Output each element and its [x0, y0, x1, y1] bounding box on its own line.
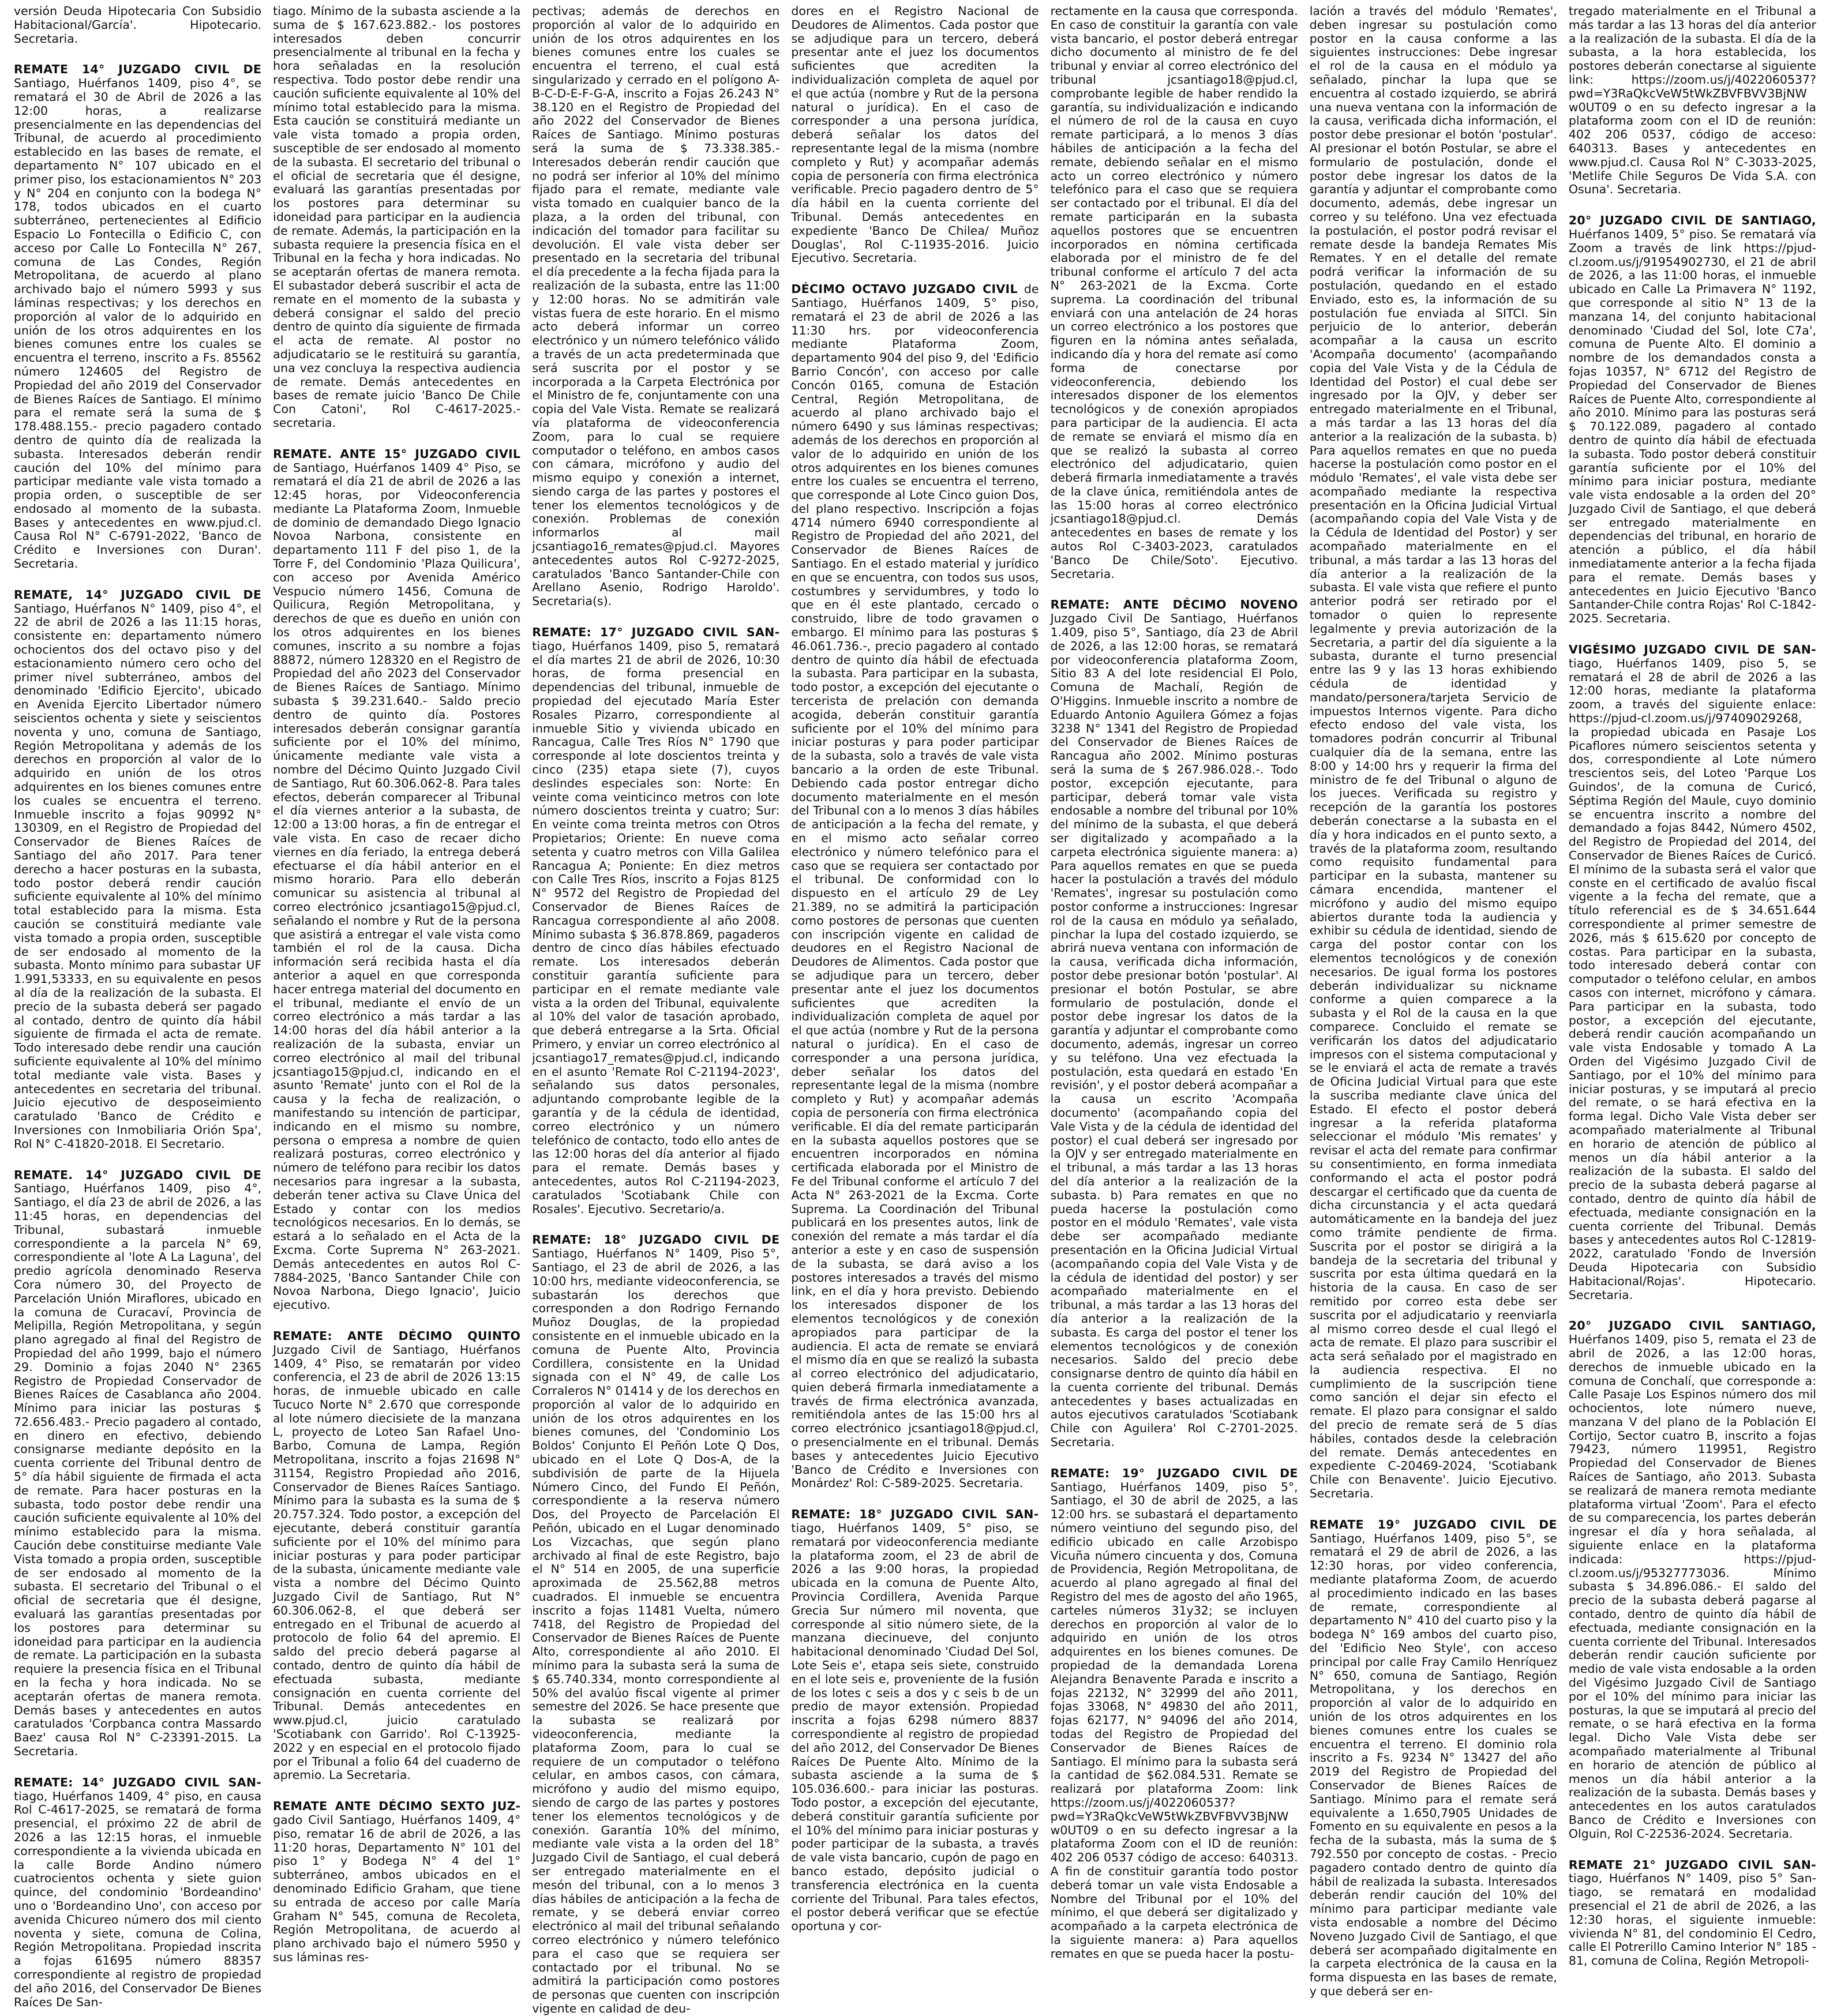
legal-notice: [14, 1169, 261, 1759]
notice-body: Huérfanos 1409, piso 5, remata el 23 de abril de 2026, a las 12:00 horas, derechos de inmueble ubicado en la comuna de Conchalí, que corresponde a: Calle Pasaje Los Espinos número dos mil ochocientos, lote número nueve, manzana V del plano de la Población El Cortijo, Sector cuatro B, inscrito a fojas 79423, número 119951, Registro Propiedad del Conservador de Bienes Raíces de Santiago, año 2013. Subasta se realizará de manera remota mediante plataforma virtual 'Zoom'. Para el efecto de su comparecencia, los partes deberán ingresar el día y hora señalada, al siguiente enlace en la plataforma indicada: https://pjud-cl.zoom.us/j/95327773036. Mínimo subasta $ 34.896.086.- El saldo del precio de la subasta deberá pagarse al contado, dentro de quinto día hábil de efectuada, mediante consignación en la cuenta corriente del Tribunal. Interesados deberán rendir caución suficiente por medio de vale vista endosable a la orden del Vigésimo Juzgado Civil de Santiago por el 10% del mínimo para iniciar las posturas, la que se imputará al precio del remate, o se hará efectiva en la forma legal. Dicho Vale Vista debe ser acompañado materialmente al Tribunal en horario de atención de público al menos un día hábil anterior a la realización de la subasta. Demás bases y antecedentes en los autos caratulados Banco de Crédito e Inversiones con Olguin, Rol C-22536-2024. Secretaria.: [1568, 1332, 1816, 1841]
notice-paragraph: [273, 448, 520, 1312]
notice-body: tiago, Huérfanos 1409, 4° piso, en causa Rol C-4617-2025, se rematará de forma presencial, el próximo 22 de abril de 2026 a las 12:15 horas, el inmueble correspondiente a la vivienda ubicada en la calle Borde Andino número cuatrocientos ochenta y siete guion quince, del condominio 'Bordeandino' uno o 'Bordeandino Uno', con acceso por avenida Chicureo número dos mil ciento noventa y siete, comuna de Colina, Región Metropolitana. Propiedad inscrita a fojas 61695 número 88357 correspondiente al registro de propiedad del año 2016, del Conservador De Bienes Raíces De San-: [14, 1789, 262, 2009]
legal-notice: [1569, 643, 1816, 1302]
legal-notice: [273, 1800, 520, 1965]
notice-heading: DÉCIMO OCTAVO JUZGADO CIVIL: [791, 282, 1018, 296]
notice-body: tiago. Mínimo de la subasta asciende a la suma de $ 167.623.882.- los postores interesados deben concurrir presencialmente al tribunal en la fecha y hora señaladas en la resolución respectiva. Todo postor debe rendir una caución suficiente equivalente al 10% del mínimo total establecido para la misma. Esta caución se constituirá mediante un vale vista tomado a propia orden, susceptible de ser endosado al momento de la subasta. El secretario del tribunal o el oficial de secretaria que él designe, evaluará las garantías presentadas por los postores para determinar su idoneidad para participar en la audiencia de remate. Además, la participación en la subasta requiere la presencia física en el Tribunal en la fecha y hora indicadas. No se aceptarán ofertas de manera remota. El subastador deberá suscribir el acta de remate en el momento de la subasta y deberá consignar el saldo del precio dentro de quinto día siguiente de firmada el acta de remate. Al postor no adjudicatario se le restituirá su garantía, una vez concluya la respectiva audiencia de remate. Demás antecedentes en bases de remate juicio 'Banco De Chile Con Catoni', Rol C-4617-2025.- secretaria.: [273, 4, 521, 430]
legal-notice: [273, 1330, 520, 1782]
notice-heading: REMATE 21° JUZGADO CIVIL SAN-: [1568, 1857, 1816, 1872]
notice-paragraph: [1569, 214, 1816, 626]
notice-heading: 20° JUZGADO CIVIL DE SANTIAGO,: [1568, 213, 1816, 228]
notice-heading: REMATE: 17° JUZGADO CIVIL SAN-: [532, 625, 780, 640]
column-7: [1568, 4, 1816, 1968]
notice-heading: REMATE ANTE DÉCIMO SEXTO JUZ-: [273, 1799, 521, 1814]
notice-heading: 20° JUZGADO CIVIL SANTIAGO,: [1568, 1319, 1816, 1333]
column-3: [532, 4, 780, 2015]
legal-notice: [1569, 1859, 1816, 1968]
notice-heading: REMATE. ANTE 15° JUZGADO CIVIL: [273, 446, 521, 461]
notice-heading: REMATE 14° JUZGADO CIVIL DE: [14, 62, 262, 77]
legal-notice: [14, 1776, 261, 2010]
notice-body: Santiago, Huérfanos N° 1409, piso 4°, el 22 de abril de 2026 a las 11:15 horas, consistente en: departamento número ochocientos dos del octavo piso y del estacionamiento número cero ocho del primer nivel subterráneo, ambos del denominado 'Edificio Ejercito', ubicado en Avenida Ejercito Libertador número seiscientos ochenta y siete y seiscientos noventa y uno, comuna de Santiago, Región Metropolitana y además de los derechos en proporción al valor de lo adquirido en unión de los otros adquirentes en los bienes comunes entre los cuales se encuentra el terreno. Inmueble inscrito a fojas 90992 N° 130309, en el Registro de Propiedad del Conservador de Bienes Raíces de Santiago del año 2017. Para tener derecho a hacer posturas en la subasta, todo postor deberá rendir caución suficiente equivalente al 10% del mínimo total establecido para la misma. Esta caución se constituirá mediante vale vista tomado a propia orden, susceptible de ser endosado al momento de la subasta. Monto mínimo para subastar UF 1.991,53333, en su equivalente en pesos al día de la realización de la subasta. El precio de la subasta deberá ser pagado al contado, dentro de quinto día hábil siguiente de firmada el acta de remate. Todo interesado debe rendir una caución suficiente equivalente al 10% del mínimo total mediante vale vista. Bases y antecedentes en secretaria del tribunal. Juicio ejecutivo de desposeimiento caratulado 'Banco de Crédito e Inversiones con Inmobiliaria Orión Spa', Rol N° C-41820-2018. El Secretario.: [14, 601, 262, 1151]
notice-body: de Santiago, Huérfanos 1409 4° Piso, se rematará el día 21 de abril de 2026 a las 12:45 horas, por Videoconferencia mediante La Plataforma Zoom, Inmueble de dominio de demandado Diego Ignacio Novoa Narbona, consistente en departamento 111 F del piso 1, de la Torre F, del Condominio 'Plaza Quilicura', con acceso por Avenida Américo Vespucio número 1456, Comuna de Quilicura, Región Metropolitana, y derechos de que es dueño en unión con los otros adquirentes en los bienes comunes, inscrito a su nombre a fojas 88872, número 128320 en el Registro de Propiedad del año 2023 del Conservador de Bienes Raíces de Santiago. Mínimo subasta $ 39.231.640.- Saldo precio dentro de quinto día. Postores interesados deberán consignar garantía suficiente por el 10% del mínimo, únicamente mediante vale vista a nombre del Décimo Quinto Juzgado Civil de Santiago, Rut 60.306.062-8. Para tales efectos, deberán comparecer al Tribunal el día viernes anterior a la subasta, de 12:00 a 13:00 horas, a fin de entregar el vale vista. En caso de recaer dicho viernes en día feriado, la entrega deberá efectuarse el día hábil anterior en el mismo horario. Para ello deberán comunicar su asistencia al tribunal al correo electrónico jcsantiago15@pjud.cl, señalando el nombre y Rut de la persona que asistirá a entregar el vale vista como también el rol de la causa. Dicha información será recibida hasta el día anterior a aquel en que corresponda hacer entrega material del documento en el tribunal, mediante el envío de un correo electrónico a más tardar a las 14:00 horas del día hábil anterior a la realización de la subasta, enviar un correo electrónico al mail del tribunal jcsantiago15@pjud.cl, indicando en el asunto 'Remate' junto con el Rol de la causa y la fecha de realización, o manifestando su intención de participar, indicando en el mismo su nombre, persona o empresa a nombre de quien realizará posturas, correo electrónico y número de teléfono para recibir los datos necesarios para ingresar a la subasta, deberán tener activa su Clave Única del Estado y contar con los medios tecnológicos necesarios. En lo demás, se estará a lo señalado en el Acta de la Excma. Corte Suprema N° 263-2021. Demás antecedentes en autos Rol C-7884-2025, 'Banco Santander Chile con Novoa Narbona, Diego Ignacio', Juicio ejecutivo.: [273, 460, 521, 1312]
notice-paragraph: [791, 283, 1039, 1491]
notice-body: Juzgado Civil De Santiago, Huérfanos 1.409, piso 5°, Santiago, día 23 de Abril de 2026, a las 12:00 horas, se rematará por videoconferencia plataforma Zoom, Sitio 83 A del lote residencial El Polo, Comuna de Machalí, Región de O'Higgins. Inmueble inscrito a nombre de Eduardo Antonio Aguilera Gómez a fojas 3238 N° 1341 del Registro de Propiedad del Conservador de Bienes Raíces de Rancagua año 2002. Mínimo posturas será la suma de $ 267.986.028.-. Todo postor, excepción ejecutante, para participar, deberá tomar vale vista endosable a nombre del tribunal por 10% del mínimo de la subasta, el que deberá ser digitalizado y acompañado a la carpeta electrónica siguiente manera: a) Para aquellos remates en que se pueda hacer la postulación a través del módulo 'Remates', ingresar su postulación como postor conforme a instrucciones: Ingresar rol de la causa en módulo ya señalado, pinchar la lupa del costado izquierdo, se abrirá nueva ventana con información de la causa, verificada dicha información, postor debe presionar botón 'postular'. Al presionar el botón Postular, se abre formulario de postulación, donde el postor debe ingresar los datos de la garantía y adjuntar el comprobante como documento, además, ingresar un correo y su teléfono. Una vez efectuada la postulación, esta quedará en estado 'En revisión', y el postor deberá acompañar a la causa un escrito 'Acompaña documento' (acompañando copia del Vale Vista y de la cédula de identidad del postor) el cual deberá ser ingresado por la OJV y ser entregado materialmente en el tribunal, a más tardar a las 13 horas del día anterior a la realización de la subasta. b) Para remates en que no pueda hacerse la postulación como postor en el módulo 'Remates', vale vista debe ser acompañado mediante presentación en la Oficina Judicial Virtual (acompañando copia del Vale Vista y de la cédula de identidad del postor) y ser acompañado materialmente en el tribunal, a más tardar a las 13 horas del día anterior a la realización de la subasta. Es carga del postor el tener los elementos tecnológicos y de conexión necesarios. Saldo del precio debe consignarse dentro de quinto día hábil en la cuenta corriente del tribunal. Demás antecedentes y bases actualizadas en autos ejecutivos caratulados 'Scotiabank Chile con Aguilera' Rol C-2701-2025. Secretaria.: [1050, 611, 1298, 1450]
notice-paragraph: [1569, 5, 1816, 197]
notice-paragraph: [14, 588, 261, 1151]
legal-notice: [14, 588, 261, 1151]
legal-notice: [14, 5, 261, 46]
legal-notice: [1051, 1467, 1298, 1961]
notice-paragraph: [1310, 5, 1557, 1501]
notice-heading: REMATE. 14° JUZGADO CIVIL DE: [14, 1167, 262, 1182]
notice-paragraph: [14, 1169, 261, 1759]
notice-body: tregado materialmente en el Tribunal a más tardar a las 13 horas del día anterior a la realización de la subasta. El día de la subasta, a la hora establecida, los postores deberán conectarse al siguiente link: https://zoom.us/j/4022060537?pwd=Y3RaQkcVeW5tWkZBVFBVV3BjNWw0UT09 o en su defecto ingresar a la plataforma zoom con el ID de reunión: 402 206 0537, código de acceso: 640313. Bases y antecedentes en www.pjud.cl. Causa Rol N° C-3033-2025, 'Metlife Chile Seguros De Vida S.A. con Osuna'. Secretaria.: [1568, 4, 1816, 197]
notice-paragraph: [1051, 598, 1298, 1449]
legal-notice: [273, 5, 520, 430]
notice-paragraph: [532, 1233, 779, 2015]
legal-notice: [1569, 1319, 1816, 1841]
notice-body: tiago, Huérfanos 1409, 5° piso, se rematará por videoconferencia mediante la plataforma zoom, el 23 de abril de 2026 a las 9:00 horas, la propiedad ubicada en la comuna de Puente Alto, Provincia Cordillera, Avenida Parque Grecia Sur número mil noventa, que corresponde al sitio número siete, de la manzana diecinueve, del conjunto habitacional denominado 'Ciudad Del Sol, Lote Seis e', etapa seis siete, construido en el lote seis e, proveniente de la fusión de los lotes c seis a dos y c seis b de un predio de mayor extensión. Propiedad inscrita a fojas 6298 número 8837 correspondiente al registro de propiedad del año 2012, del Conservador De Bienes Raíces De Puente Alto. Mínimo de la subasta asciende a la suma de $ 105.036.600.- para iniciar las posturas. Todo postor, a excepción del ejecutante, deberá constituir garantía suficiente por el 10% del mínimo para iniciar posturas y poder participar de la subasta, a través de vale vista bancario, cupón de pago en banco estado, depósito judicial o transferencia electrónica en la cuenta corriente del Tribunal. Para tales efectos, el postor deberá verificar que se efectúe oportuna y cor-: [791, 1521, 1039, 1934]
notice-paragraph: [14, 5, 261, 46]
notice-body: Santiago, Huérfanos 1409, piso 5°, Santiago, el 30 de abril de 2025, a las 12:00 hrs. se subastará el departamento número veintiuno del segundo piso, del edificio ubicado en calle Arzobispo Vicuña número cincuenta y dos, Comuna de Providencia, Región Metropolitana, de acuerdo al plano agregado al final del Registro del mes de agosto del año 1965, carteles números 31y32; se incluyen derechos en proporción al valor de lo adquirido en unión de los otros adquirentes en los bienes comunes. De propiedad de la demandada Lorena Alejandra Benavente Parada e inscrito a fojas 22132, N° 32999 del año 2011, fojas 33068, N° 49830 del año 2011, fojas 62177, N° 94096 del año 2014, todas del Registro de Propiedad del Conservador de Bienes Raíces de Santiago. El mínimo para la subasta será la cantidad de $62.084.531. Remate se realizará por plataforma Zoom: link https://zoom.us/j/4022060537?pwd=Y3RaQkcVeW5tWkZBVFBVV3BjNWw0UT09 o en su defecto ingresar a la plataforma Zoom con el ID de reunión: 402 206 0537 código de acceso: 640313. A fin de constituir garantía todo postor deberá tomar un vale vista Endosable a Nombre del Tribunal por el 10% del mínimo, el que deberá ser digitalizado y acompañado a la carpeta electrónica de la siguiente manera: a) Para aquellos remates en que se pueda hacer la postu-: [1050, 1480, 1298, 1961]
notice-paragraph: [14, 63, 261, 570]
notice-body: tiago, Huérfanos N° 1409, piso 5° San-tiago, se rematará en modalidad presencial el 21 de abril de 2026, a las 12:30 horas, el siguiente inmueble: vivienda N° 81, del condominio El Cedro, calle El Potrerillo Camino Interior N° 185 - 81, comuna de Colina, Región Metropoli-: [1568, 1871, 1816, 1968]
notice-body: Huérfanos 1409, 5° piso. Se rematará vía Zoom a través de link https://pjud-cl.zoom.us/j/91954902730, el 21 de abril de 2026, a las 11:00 horas, el inmueble ubicado en Calle La Primavera N° 1192, que corresponde al sitio N° 13 de la manzana 14, del conjunto habitacional denominado 'Ciudad del Sol, lote C7a', comuna de Puente Alto. El dominio a nombre de los demandados consta a fojas 10357, N° 6712 del Registro de Propiedad del Conservador de Bienes Raíces de Puente Alto, correspondiente al año 2010. Mínimo para las posturas será $ 70.122.089, pagadero al contado dentro de quinto día hábil de efectuada la subasta. Todo postor deberá constituir garantía suficiente por el 10% del mínimo para iniciar postura, mediante vale vista endosable a la orden del 20° Juzgado Civil de Santiago, el que deberá ser entregado materialmente en dependencias del tribunal, en horario de atención a público, el día hábil inmediatamente anterior a la fecha fijada para el remate. Demás bases y antecedentes en Juicio Ejecutivo 'Banco Santander-Chile contra Rojas' Rol C-1842-2025. Secretaria.: [1568, 227, 1816, 626]
notice-paragraph: [1569, 643, 1816, 1302]
notice-body: tiago, Huérfanos 1409, piso 5, rematará el día martes 21 de abril de 2026, 10:30 horas, de forma presencial en dependencias del tribunal, inmueble de propiedad del ejecutado María Ester Rosales Pizarro, correspondiente al inmueble Sitio y vivienda ubicado en Rancagua, Calle Tres Ríos N° 1790 que corresponde al lote doscientos treinta y cinco (235) etapa siete (7), cuyos deslindes especiales son: Norte: En veinte coma veinticinco metros con lote número doscientos treinta y cuatro; Sur: En veinte coma treinta metros con Otros Propietarios; Oriente: En nueve coma setenta y cuatro metros con Villa Galilea Rancagua A; Poniente: En diez metros con Calle Tres Ríos, inscrito a Fojas 8125 N° 9572 del Registro de Propiedad del Conservador de Bienes Raíces de Rancagua correspondiente al año 2008. Mínimo subasta $ 36.878.869, pagaderos dentro de cinco días hábiles efectuado remate. Los interesados deberán constituir garantía suficiente para participar en el remate mediante vale vista a la orden del Tribunal, equivalente al 10% del valor de tasación aprobado, que deberá entregarse a la Srta. Oficial Primero, y enviar un correo electrónico al jcsantiago17_remates@pjud.cl, indicando en el asunto 'Remate Rol C-21194-2023', señalando sus datos personales, adjuntando comprobante legible de la garantía y de la cédula de identidad, correo electrónico y un número telefónico de contacto, todo ello antes de las 12:00 horas del día anterior al fijado para el remate. Demás bases y antecedentes, autos Rol C-21194-2023, caratulados 'Scotiabank Chile con Rosales'. Ejecutivo. Secretario/a.: [532, 639, 780, 1216]
legal-notice: [14, 63, 261, 570]
notice-paragraph: [273, 1330, 520, 1782]
notice-paragraph: [791, 5, 1039, 265]
notice-paragraph: [1569, 1319, 1816, 1841]
notice-heading: REMATE: ANTE DÉCIMO NOVENO: [1050, 598, 1298, 612]
legal-notice: [1569, 5, 1816, 197]
notice-paragraph: [532, 5, 779, 609]
notice-heading: REMATE: 18° JUZGADO CIVIL SAN-: [791, 1507, 1039, 1522]
notice-paragraph: [273, 1800, 520, 1965]
legal-notice: [532, 1233, 779, 2015]
notice-paragraph: [14, 1776, 261, 2010]
notice-body: rectamente en la causa que corresponda. En caso de constituir la garantía con vale vista bancario, el postor deberá entregar dicho documento al ministro de fe del tribunal y enviar al correo electrónico del tribunal jcsantiago18@pjud.cl, comprobante legible de haber rendido la garantía, su individualización e indicando el número de rol de la causa en cuyo remate participará, a lo menos 3 días hábiles de anticipación a la fecha del remate, debiendo señalar en el mismo acto un correo electrónico y número telefónico para el caso que se requiera ser contactado por el tribunal. El día del remate participarán en la subasta aquellos postores que se encuentren incorporados en nómina certificada elaborada por el ministro de fe del tribunal conforme el artículo 7 del acta N° 263-2021 de la Excma. Corte suprema. La coordinación del tribunal enviará con una antelación de 24 horas un correo electrónico a los postores que figuren en la nómina antes señalada, indicando día y hora del remate así como forma de conectarse por videoconferencia, debiendo los interesados disponer de los elementos tecnológicos y de conexión apropiados para participar de la audiencia. El acta de remate se enviará el mismo día en que se realizó la subasta al correo electrónico del adjudicatario, quien deberá firmarla inmediatamente a través de la clave única, remitiéndola antes de las 15:00 horas al correo electrónico jcsantiago18@pjud.cl. Demás antecedentes en bases de remate y los autos Rol C-3403-2023, caratulados 'Banco De Chile/Soto'. Ejecutivo. Secretaria.: [1050, 4, 1298, 581]
column-2: [273, 4, 521, 1964]
notice-body: Santiago, Huérfanos 1409, piso 4°, Santiago, el día 23 de abril de 2026, a las 11:45 horas, en dependencias del Tribunal, subastará inmueble correspondiente a la parcela N° 69, correspondiente al 'lote A La Laguna', del predio agrícola denominado Reserva Cora número 30, del Proyecto de Parcelación Unión Miraflores, ubicado en la comuna de Curacaví, Provincia de Melipilla, Región Metropolitana, y según plano agregado al final del Registro de Propiedad del año 1999, bajo el número 29. Dominio a fojas 2040 N° 2365 Registro de Propiedad Conservador de Bienes Raíces de Casablanca año 2004. Mínimo para iniciar las posturas $ 72.656.483.- Precio pagadero al contado, en dinero en efectivo, debiendo consignarse mediante depósito en la cuenta corriente del Tribunal dentro de 5° día hábil siguiente de firmada el acta de remate. Para hacer posturas en la subasta, todo postor debe rendir una caución suficiente equivalente al 10% del mínimo establecido para la misma. Caución debe constituirse mediante Vale Vista tomado a propia orden, susceptible de ser endosado al momento de la subasta. El secretario del Tribunal o el oficial de secretaria que él designe, evaluará las garantías presentadas por los postores para determinar su idoneidad para participar en la audiencia de remate. La participación en la subasta requiere la presencia física en el Tribunal en la fecha y hora indicada. No se aceptarán ofertas de manera remota. Demás bases y antecedentes en autos caratulados 'Corpbanca contra Massardo Baez' causa Rol N° C-23391-2015. La Secretaria.: [14, 1181, 262, 1759]
notice-body: Santiago, Huérfanos 1409, piso 5°, se rematará el 29 de abril de 2026, a las 12:30 horas, por video conferencia, mediante plataforma Zoom, de acuerdo al procedimiento indicado en las bases de remate, correspondiente al departamento N° 410 del cuarto piso y la bodega N° 169 ambos del cuarto piso, del 'Edificio Neo Style', con acceso principal por calle Fray Camilo Henríquez N° 650, comuna de Santiago, Región Metropolitana, y los derechos en proporción al valor de lo adquirido en unión de los otros adquirentes en los bienes comunes entre los cuales se encuentra el terreno. El dominio rola inscrito a Fs. 9234 N° 13427 del año 2019 del Registro de Propiedad del Conservador de Bienes Raíces de Santiago. Mínimo para el remate será equivalente a 1.650,7905 Unidades de Fomento en su equivalente en pesos a la fecha de la subasta, más la suma de $ 792.550 por concepto de costas. - Precio pagadero contado dentro de quinto día hábil de realizada la subasta. Interesados deberán rendir caución del 10% del mínimo para participar mediante vale vista endosable a nombre del Décimo Noveno Juzgado Civil de Santiago, el que deberá ser acompañado digitalmente en la carpeta electrónica de la causa en la forma dispuesta en las bases de remate, y que deberá ser en-: [1309, 1531, 1557, 1998]
legal-notice: [532, 5, 779, 609]
legal-notice: [273, 448, 520, 1312]
legal-notice: [1051, 5, 1298, 581]
notice-heading: REMATE: 19° JUZGADO CIVIL DE: [1050, 1466, 1298, 1480]
notice-heading: REMATE: ANTE DÉCIMO QUINTO: [273, 1328, 521, 1343]
notice-paragraph: [1051, 5, 1298, 581]
notice-body: gado Civil Santiago, Huérfanos 1409, 4° piso, rematar 16 de abril de 2026, a las 11:20 horas, Departamento N° 101 del piso 1° y Bodega N° 4 del 1° subterráneo, ambos ubicados en el denominado Edificio Graham, que tiene su entrada de acceso por calle María Graham N° 545, comuna de Recoleta, Región Metropolitana, de acuerdo al plano archivado bajo el número 5950 y sus láminas res-: [273, 1813, 521, 1964]
notice-paragraph: [273, 5, 520, 430]
legal-notice: [1310, 5, 1557, 1501]
notice-heading: REMATE 19° JUZGADO CIVIL DE: [1309, 1517, 1557, 1531]
legal-notice: [791, 283, 1039, 1491]
notice-heading: VIGÉSIMO JUZGADO CIVIL DE SAN-: [1568, 643, 1816, 657]
notice-paragraph: [1569, 1859, 1816, 1968]
legal-notice: [791, 5, 1039, 265]
notice-body: dores en el Registro Nacional de Deudores de Alimentos. Cada postor que se adjudique para un tercero, deberá presentar ante el juez los documentos suficientes que acrediten la individualización completa de aquel por el que actúa (nombre y Rut de la persona natural o jurídica). En el caso de corresponder a una persona jurídica, deberá señalar los datos del representante legal de la misma (nombre completo y Rut) y acompañar además copia de personería con firma electrónica verificable. Precio pagadero dentro de 5° día hábil en la cuenta corriente del Tribunal. Demás antecedentes en expediente 'Banco De Chilea/ Muñoz Douglas', Rol C-11935-2016. Juicio Ejecutivo. Secretaria.: [791, 4, 1039, 265]
notice-body: versión Deuda Hipotecaria Con Subsidio Habitacional/García'. Hipotecario. Secretaria.: [14, 4, 262, 46]
legal-notice: [532, 626, 779, 1216]
notice-paragraph: [532, 626, 779, 1216]
notice-paragraph: [1051, 1467, 1298, 1961]
column-4: [791, 4, 1039, 1934]
notice-body: pectivas; además de derechos en proporción al valor de lo adquirido en unión de los otros adquirentes en los bienes comunes entre los cuales se encuentra el terreno, el cual está singularizado y cerrado en el polígono A-B-C-D-E-F-G-A, inscrito a Fojas 26.243 N° 38.120 en el Registro de Propiedad del año 2022 del Conservador de Bienes Raíces de Santiago. Mínimo posturas será la suma de $ 73.338.385.- Interesados deberán rendir caución que no podrá ser inferior al 10% del mínimo fijado para el remate, mediante vale vista tomado en cualquier banco de la plaza, a la orden del tribunal, con indicación del tomador para facilitar su devolución. El vale vista deber ser presentado en la secretaria del tribunal el día precedente a la fecha fijada para la realización de la subasta, entre las 11:00 y 12:00 horas. No se admitirán vale vistas fuera de este horario. En el mismo acto deberá informar un correo electrónico y un número telefónico válido a través de un acta predeterminada que será suscrita por el postor y se incorporada a la Carpeta Electrónica por el Ministro de fe, conjuntamente con una copia del Vale Vista. Remate se realizará vía plataforma de videoconferencia Zoom, para lo cual se requiere computador o teléfono, en ambos casos con cámara, micrófono y audio del mismo equipo y conexión a internet, siendo carga de las partes y postores el tener los elementos tecnológicos y de conexión. Problemas de conexión informarlos al mail jcsantiago16_remates@pjud.cl. Mayores antecedentes autos Rol C-9272-2025, caratulados 'Banco Santander-Chile con Arellano Asenio, Rodrigo Haroldo'. Secretaria(s).: [532, 4, 780, 609]
notice-heading: REMATE: 18° JUZGADO CIVIL DE: [532, 1233, 780, 1247]
legal-notice: [791, 1508, 1039, 1934]
column-5: [1050, 4, 1298, 1961]
notice-heading: REMATE: 14° JUZGADO CIVIL SAN-: [14, 1775, 262, 1789]
column-6: [1309, 4, 1557, 1998]
notice-body: tiago, Huérfanos 1409, piso 5, se rematará el 28 de abril de 2026 a las 12:00 horas, mediante la plataforma zoom, a través del siguiente enlace: https://pjud-cl.zoom.us/j/97409029268, la propiedad ubicada en Pasaje Los Picaflores número seiscientos setenta y dos, correspondiente al Lote número trescientos seis, del Loteo 'Parque Los Guindos', de la comuna de Curicó, Séptima Región del Maule, cuyo dominio se encuentra inscrito a nombre del demandado a fojas 8442, Número 4502, del Registro de Propiedad del 2014, del Conservador de Bienes Raíces de Curicó. El mínimo de la subasta será el valor que conste en el certificado de avalúo fiscal vigente a la fecha del remate, que a título referencial es de $ 34.651.644 correspondiente al primer semestre de 2026, más $ 615.620 por concepto de costas. Para participar en la subasta, todo interesado deberá contar con computador o teléfono celular, en ambos casos con internet, micrófono y cámara. Para participar en la subasta, todo postor, a excepción del ejecutante, deberá rendir caución acompañando un vale vista Endosable y tomado A La Orden del Vigésimo Juzgado Civil de Santiago, por el 10% del mínimo para iniciar posturas, y se imputará al precio del remate, o se hará efectiva en la forma legal. Dicho Vale Vista deber ser acompañado materialmente al Tribunal en horario de atención de público al menos un día hábil anterior a la realización de la subasta. El saldo del precio de la subasta deberá pagarse al contado, dentro de quinto día hábil de efectuada, mediante consignación en la cuenta corriente del Tribunal. Demás bases y antecedentes autos Rol C-12819-2022, caratulado 'Fondo de Inversión Deuda Hipotecaria con Subsidio Habitacional/Rojas'. Hipotecario. Secretaria.: [1568, 656, 1816, 1302]
legal-notice: [1051, 598, 1298, 1449]
notice-body: lación a través del módulo 'Remates', deben ingresar su postulación como postor en la causa conforme a las siguientes instrucciones: Debe ingresar el rol de la causa en el módulo ya señalado, pinchar la lupa que se encuentra al costado izquierdo, se abrirá una nueva ventana con la información de la causa, verificada dicha información, el postor debe presionar el botón 'postular'. Al presionar el botón Postular, se abre el formulario de postulación, donde el postor debe ingresar los datos de la garantía y adjuntar el comprobante como documento, además, debe ingresar un correo y su teléfono. Una vez efectuada la postulación, el postor podrá revisar el remate desde la bandeja Remates Mis Remates. Y en el detalle del remate podrá verificar la información de su postulación, quedando en el estado Enviado, esto es, la información de su postulación fue enviada al SITCI. Sin perjuicio de lo anterior, deberán acompañar a la causa un escrito 'Acompaña documento' (acompañando copia del Vale Vista y de la Cédula de Identidad del Postor) el cual debe ser ingresado por la OJV, y deber ser entregado materialmente en el Tribunal, a más tardar a las 13 horas del día anterior a la realización de la subasta. b) Para aquellos remates en que no pueda hacerse la postulación como postor en el módulo 'Remates', el vale vista debe ser acompañado mediante la respectiva presentación en la Oficina Judicial Virtual (acompañando copia del Vale Vista y de la Cédula de Identidad del Postor) y ser acompañado materialmente en el tribunal, a más tardar a las 13 horas del día anterior a la realización de la subasta. El vale vista que refiere el punto anterior podrá ser retirado por el tomador o quien lo represente legalmente y previa autorización de la Secretaria, a partir del día siguiente a la subasta, durante el turno presencial entre las 9 y las 13 horas exhibiendo cédula de identidad y mandato/personera/tarjeta Servicio de impuestos Internos vigente. Para dicho efecto endoso del vale vista, los tomadores podrán concurrir al Tribunal cualquier día de la semana, entre las 8:00 y 14:00 hrs y requerir la firma del ministro de fe del Tribunal o alguno de los jueces. Verificada su registro y recepción de la garantía los postores deberán conectarse a la subasta en el día y hora indicados en el punto sexto, a través de la plataforma zoom, resultando como requisito fundamental para participar en la subasta, mantener su cámara encendida, mantener el micrófono y audio del mismo equipo abiertos durante toda la audiencia y exhibir su cédula de identidad, siendo de carga del postor contar con los elementos tecnológicos y de conexión necesarios. De igual forma los postores deberán individualizar su nickname conforme a quien comparece a la subasta y el Rol de la causa en la que comparece. Concluido el remate se verificarán los datos del adjudicatario impresos con el sistema computacional y se le enviará el acta de remate a través de Oficina Judicial Virtual para que este la suscriba mediante clave única del Estado. El efecto el postor deberá ingresar a la referida plataforma seleccionar el módulo 'Mis remates' y revisar el acta del remate para confirmar su consentimiento, en forma inmediata conformando el acta el postor podrá descargar el certificado que da cuenta de dicha circunstancia y el acta quedará automáticamente en la bandeja del juez como trámite pendiente de firma. Suscrita por el postor se dirigirá a la bandeja de la secretaria del tribunal y suscrita por esta última quedará en la historia de la causa. En caso de ser remitido por correo esta debe ser suscrita por el adjudicatario y reenviarla al mismo correo desde el cual llegó el acta de remate. El plazo para suscribir el acta será señalado por el magistrado en la audiencia respectiva. El no cumplimiento de la suscripción tiene como sanción el dejar sin efecto el remate. El plazo para consignar el saldo del precio de remate será de 5 días hábiles, contados desde la celebración del remate. Demás antecedentes en expediente C-20469-2024, 'Scotiabank Chile con Benavente'. Juicio Ejecutivo. Secretaria.: [1309, 4, 1557, 1501]
notice-body: Santiago, Huérfanos N° 1409, Piso 5°, Santiago, el 23 de abril de 2026, a las 10:00 hrs, mediante videoconferencia, se subastarán los derechos que corresponden a don Rodrigo Fernando Muñoz Douglas, de la propiedad consistente en el inmueble ubicado en la comuna de Puente Alto, Provincia Cordillera, consistente en la Unidad signada con el N° 49, de calle Los Corraleros N° 01414 y de los derechos en proporción al valor de lo adquirido en unión de los otros adquirentes en los bienes comunes, del 'Condominio Los Boldos' Conjunto El Peñón Lote Q Dos, ubicado en el Lote Q Dos-A, de la subdivisión de parte de la Hijuela Número Cinco, del Fundo El Peñón, correspondiente a la reserva número Dos, del Proyecto de Parcelación El Peñón, ubicado en el Lugar denominado Los Vizcachas, que según plano archivado al final de este Registro, bajo el N° 514 en 2005, de una superficie aproximada de 25.562,88 metros cuadrados. El inmueble se encuentra inscrito a fojas 11481 Vuelta, número 7418, del Registro de Propiedad del Conservador de Bienes Raíces de Puente Alto, correspondiente al año 2010. El mínimo para la subasta será la suma de $ 65.740.334, monto correspondiente al 50% del avalúo fiscal vigente al primer semestre del 2026. Se hace presente que la subasta se realizará por videoconferencia, mediante la plataforma Zoom, para lo cual se requiere de un computador o teléfono celular, en ambos casos, con cámara, micrófono y audio del mismo equipo, siendo de cargo de las partes y postores tener los elementos tecnológicos y de conexión. Garantía 10% del mínimo, mediante vale vista a la orden del 18° Juzgado Civil de Santiago, el cual deberá ser entregado materialmente en el mesón del tribunal, con a lo menos 3 días hábiles de anticipación a la fecha de remate, y se deberá enviar correo electrónico al mail del tribunal señalando correo electrónico y número telefónico para el caso que se requiera ser contactado por el tribunal. No se admitirá la participación como postores de personas que cuenten con inscripción vigente en calidad de deu-: [532, 1247, 780, 2015]
legal-notice: [1310, 1518, 1557, 1999]
notice-paragraph: [1310, 1518, 1557, 1999]
notice-body: Santiago, Huérfanos 1409, piso 4°, se rematará el 30 de Abril de 2026 a las 12:00 horas, a realizarse presencialmente en las dependencias del Tribunal, de acuerdo al procedimiento establecido en las bases de remate, el departamento N° 107 ubicado en el primer piso, los estacionamientos N° 203 y N° 204 en conjunto con la bodega N° 178, todos ubicados en el cuarto subterráneo, pertenecientes al Edificio Espacio Lo Fontecilla o Edificio C, con acceso por Calle Lo Fontecilla N° 267, comuna de Las Condes, Región Metropolitana, de acuerdo al plano archivado bajo el número 5993 y sus láminas respectivas; y los derechos en proporción al valor de lo adquirido en unión de los otros adquirentes en los bienes comunes entre los cuales se encuentra el terreno, inscrito a Fs. 85562 número 124605 del Registro de Propiedad del año 2019 del Conservador de Bienes Raíces de Santiago. El mínimo para el remate será la suma de $ 178.488.155.- precio pagadero contado dentro de quinto día de realizada la subasta. Interesados deberán rendir caución del 10% del mínimo para participar mediante vale vista tomado a propia orden, o susceptible de ser endosado al momento de la subasta. Bases y antecedentes en www.pjud.cl. Causa Rol N° C-6791-2022, 'Banco de Crédito e Inversiones con Duran'. Secretaria.: [14, 76, 262, 571]
notice-paragraph: [791, 1508, 1039, 1934]
notice-body: Juzgado Civil de Santiago, Huérfanos 1409, 4° Piso, se rematarán por video conferencia, el 23 de abril de 2026 13:15 horas, de inmueble ubicado en calle Tucuco Norte N° 2.670 que corresponde al lote número diecisiete de la manzana L, proyecto de Loteo San Rafael Uno-Barbo, Comuna de Lampa, Región Metropolitana, inscrito a fojas 21698 N° 31154, Registro Propiedad año 2016, Conservador de Bienes Raíces Santiago. Mínimo para la subasta es la suma de $ 20.757.324. Todo postor, a excepción del ejecutante, deberá constituir garantía suficiente por el 10% del mínimo para iniciar posturas y para poder participar de la subasta, únicamente mediante vale vista a nombre del Décimo Quinto Juzgado Civil de Santiago, Rut N° 60.306.062-8, el que deberá ser entregado en el Tribunal de acuerdo al protocolo de folio 64 del apremio. El saldo del precio deberá pagarse al contado, dentro de quinto día hábil de efectuada subasta, mediante consignación en cuenta corriente del Tribunal. Demás antecedentes en www.pjud.cl, juicio caratulado 'Scotiabank con Garrido'. Rol C-13925-2022 y en especial en el protocolo fijado por el Tribunal a folio 64 del cuaderno de apremio. La Secretaria.: [273, 1342, 521, 1782]
notice-body: de Santiago, Huérfanos 1409, 5° piso, rematará el 23 de abril de 2026 a las 11:30 hrs. por videoconferencia mediante Plataforma Zoom, departamento 904 del piso 9, del 'Edificio Barrio Concón', con acceso por calle Concón 0165, comuna de Estación Central, Región Metropolitana, de acuerdo al plano archivado bajo el número 6490 y sus láminas respectivas; además de los derechos en proporción al valor de lo adquirido en unión de los otros adquirentes en los bienes comunes entre los cuales se encuentra el terreno, que corresponde al Lote Cinco guion Dos, del plano respectivo. Inscripción a fojas 4714 número 6940 correspondiente al Registro de Propiedad del año 2021, del Conservador de Bienes Raíces de Santiago. En el estado material y jurídico en que se encuentra, con todos sus usos, costumbres y servidumbres, y todo lo que en él este plantado, cercado o construido, libre de todo gravamen o embargo. El mínimo para las posturas $ 46.061.736.-, precio pagadero al contado dentro de quinto día hábil de efectuada la subasta. Para participar en la subasta, todo postor, a excepción del ejecutante o tercerista de prelación con demanda acogida, deberán constituir garantía suficiente por el 10% del mínimo para iniciar posturas y para poder participar de la subasta, solo a través de vale vista bancario a la orden de este Tribunal. Debiendo cada postor entregar dicho documento materialmente en el mesón del Tribunal con a lo menos 3 días hábiles de anticipación a la fecha del remate, y en el mismo acto señalar correo electrónico y número telefónico para el caso que se requiera ser contactado por el tribunal. De conformidad con lo dispuesto en el artículo 29 de Ley 21.389, no se admitirá la participación como postores de personas que cuenten con inscripción vigente en calidad de deudores en el Registro Nacional de Deudores de Alimentos. Cada postor que se adjudique para un tercero, deber presentar ante el juez los documentos suficientes que acrediten la individualización completa de aquel por el que actúa (nombre y Rut de la persona natural o jurídica). En el caso de corresponder a una persona jurídica, deber señalar los datos del representante legal de la misma (nombre completo y Rut) y acompañar además copia de personería con firma electrónica verificable. El día del remate participarán en la subasta aquellos postores que se encuentren incorporados en nómina certificada elaborada por el Ministro de Fe del Tribunal conforme el artículo 7 del Acta N° 263-2021 de la Excma. Corte Suprema. La Coordinación del Tribunal publicará en los presentes autos, link de conexión del remate a más tardar el día anterior a este y en caso de suspensión de la subasta, se dará aviso a los postores interesados a través del mismo link, en el día y hora previsto. Debiendo los interesados disponer de los elementos tecnológicos y de conexión apropiados para participar de la audiencia. El acta de remate se enviará el mismo día en que se realizó la subasta al correo electrónico del adjudicatario, quien deberá firmarla inmediatamente a través de firma electrónica avanzada, remitiéndola antes de las 15:00 hrs al correo electrónico jcsantiago18@pjud.cl, o presencialmente en el tribunal. Demás bases y antecedentes Juicio Ejecutivo 'Banco de Crédito e Inversiones con Monárdez' Rol: C-589-2025. Secretaria.: [791, 282, 1039, 1491]
notice-heading: REMATE, 14° JUZGADO CIVIL DE: [14, 587, 262, 602]
column-1: [14, 4, 262, 2009]
legal-notice: [1569, 214, 1816, 626]
